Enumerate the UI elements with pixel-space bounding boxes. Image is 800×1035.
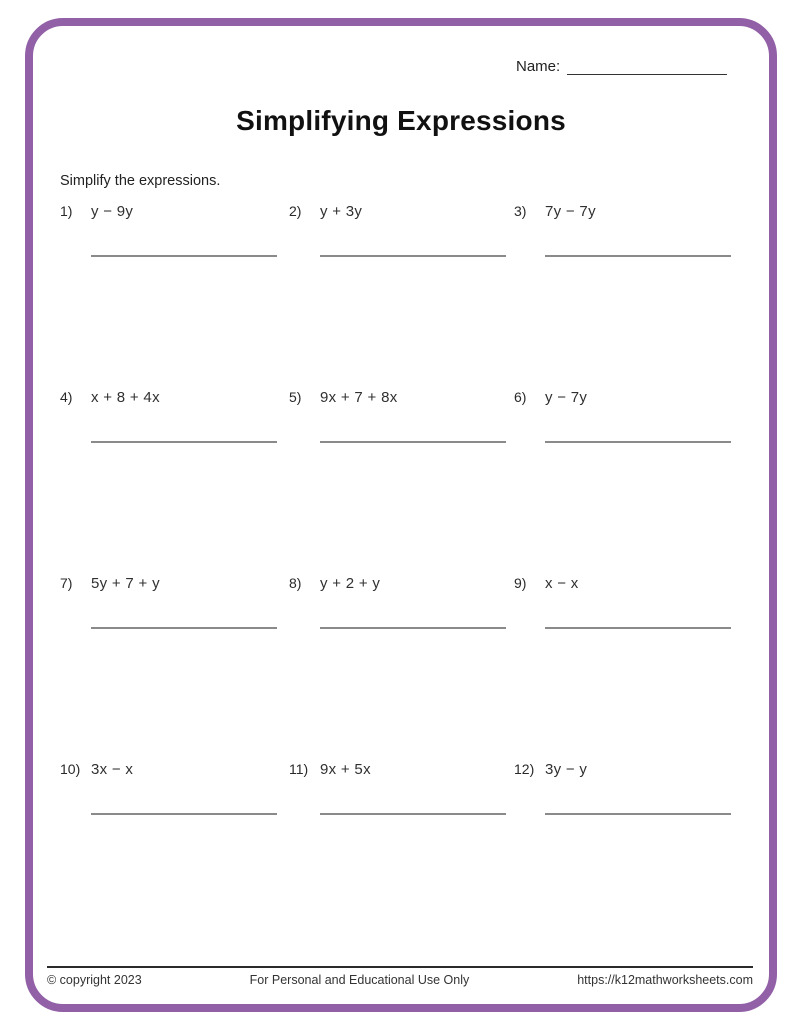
problem-number: 2) <box>289 203 302 219</box>
problem-9 <box>514 575 760 761</box>
problem-number: 1) <box>60 203 73 219</box>
problem-number: 12) <box>514 761 535 777</box>
problem-expression: 3y − y <box>545 761 588 778</box>
answer-blank-line <box>91 627 277 629</box>
problem-number: 7) <box>60 575 73 591</box>
copyright-text: © copyright 2023 <box>47 973 142 987</box>
footer <box>47 973 753 987</box>
problem-expression: 9x + 7 + 8x <box>320 389 398 406</box>
answer-blank-line <box>91 255 277 257</box>
name-blank-line <box>567 58 727 75</box>
answer-blank-line <box>545 255 731 257</box>
problem-10 <box>60 761 289 947</box>
problem-6 <box>514 389 760 575</box>
answer-blank-line <box>91 441 277 443</box>
problem-expression: 7y − 7y <box>545 203 596 220</box>
answer-blank-line <box>320 441 506 443</box>
usage-text: For Personal and Educational Use Only <box>249 973 470 987</box>
problem-number: 8) <box>289 575 302 591</box>
name-label: Name: <box>516 58 561 75</box>
answer-blank-line <box>545 813 731 815</box>
problem-7 <box>60 575 289 761</box>
problem-12 <box>514 761 760 947</box>
problem-8 <box>289 575 514 761</box>
problem-expression: y + 3y <box>320 203 363 220</box>
problem-number: 11) <box>289 761 309 777</box>
problem-number: 6) <box>514 389 527 405</box>
problem-expression: 5y + 7 + y <box>91 575 160 592</box>
problem-number: 4) <box>60 389 73 405</box>
answer-blank-line <box>545 441 731 443</box>
answer-blank-line <box>320 627 506 629</box>
problem-5 <box>289 389 514 575</box>
problems-grid <box>60 203 760 947</box>
answer-blank-line <box>91 813 277 815</box>
name-field-row <box>516 58 727 75</box>
problem-3 <box>514 203 760 389</box>
website-link[interactable]: https://k12mathworksheets.com <box>577 973 753 987</box>
problem-expression: 9x + 5x <box>320 761 371 778</box>
problem-4 <box>60 389 289 575</box>
problem-number: 9) <box>514 575 527 591</box>
page-title: Simplifying Expressions <box>236 105 566 136</box>
problem-expression: x − x <box>545 575 579 592</box>
problem-number: 3) <box>514 203 527 219</box>
problem-expression: 3x − x <box>91 761 134 778</box>
answer-blank-line <box>320 813 506 815</box>
problem-expression: x + 8 + 4x <box>91 389 160 406</box>
problem-1 <box>60 203 289 389</box>
answer-blank-line <box>545 627 731 629</box>
footer-divider-line <box>47 966 753 968</box>
instruction-text: Simplify the expressions. <box>60 173 221 189</box>
problem-expression: y − 9y <box>91 203 134 220</box>
answer-blank-line <box>320 255 506 257</box>
problem-2 <box>289 203 514 389</box>
problem-number: 5) <box>289 389 302 405</box>
problem-number: 10) <box>60 761 81 777</box>
problem-expression: y − 7y <box>545 389 588 406</box>
problem-expression: y + 2 + y <box>320 575 381 592</box>
problem-11 <box>289 761 514 947</box>
